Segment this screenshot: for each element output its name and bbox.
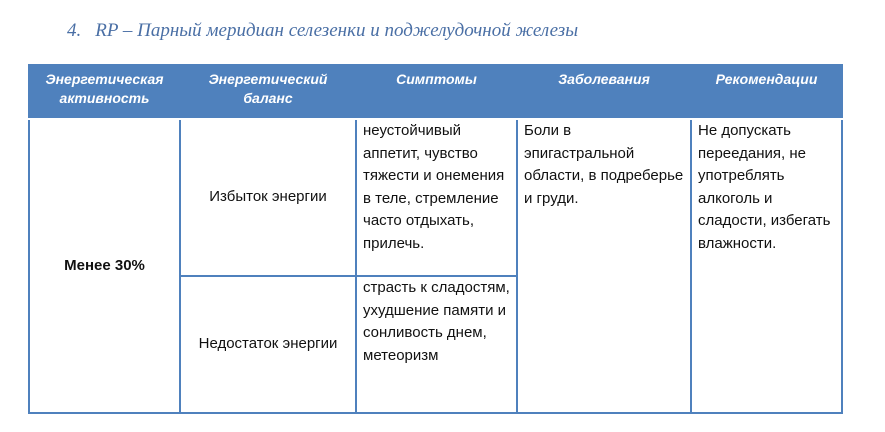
section-heading: [67, 20, 578, 42]
section-title: RP – Парный меридиан селезенки и поджелудочной железы: [95, 20, 579, 41]
balance-cell-deficit: Недостаток энергии: [180, 276, 356, 413]
activity-cell: Менее 30%: [29, 119, 180, 413]
diseases-cell: Боли в эпигастральной области, в подреберье и груди.: [517, 119, 691, 413]
recommendations-cell: Не допускать переедания, не употреблять алкоголь и сладости, избегать влажности.: [691, 119, 842, 413]
balance-cell-excess: Избыток энергии: [180, 119, 356, 276]
header-diseases: Заболевания: [517, 65, 691, 119]
symptoms-cell-excess: неустойчивый аппетит, чувство тяжести и онемения в теле, стремление часто отдыхать, прилечь.: [356, 119, 517, 276]
table-row: [29, 119, 842, 276]
header-recommendations: Рекомендации: [691, 65, 842, 119]
header-symptoms: Симптомы: [356, 65, 517, 119]
header-energy-balance: Энергетический баланс: [180, 65, 356, 119]
meridian-table: [28, 64, 843, 414]
header-row: [29, 65, 842, 119]
symptoms-cell-deficit: страсть к сладостям, ухудшение памяти и сонливость днем, метеоризм: [356, 276, 517, 413]
section-number: 4.: [67, 20, 82, 41]
header-energy-activity: Энергетическая активность: [29, 65, 180, 119]
